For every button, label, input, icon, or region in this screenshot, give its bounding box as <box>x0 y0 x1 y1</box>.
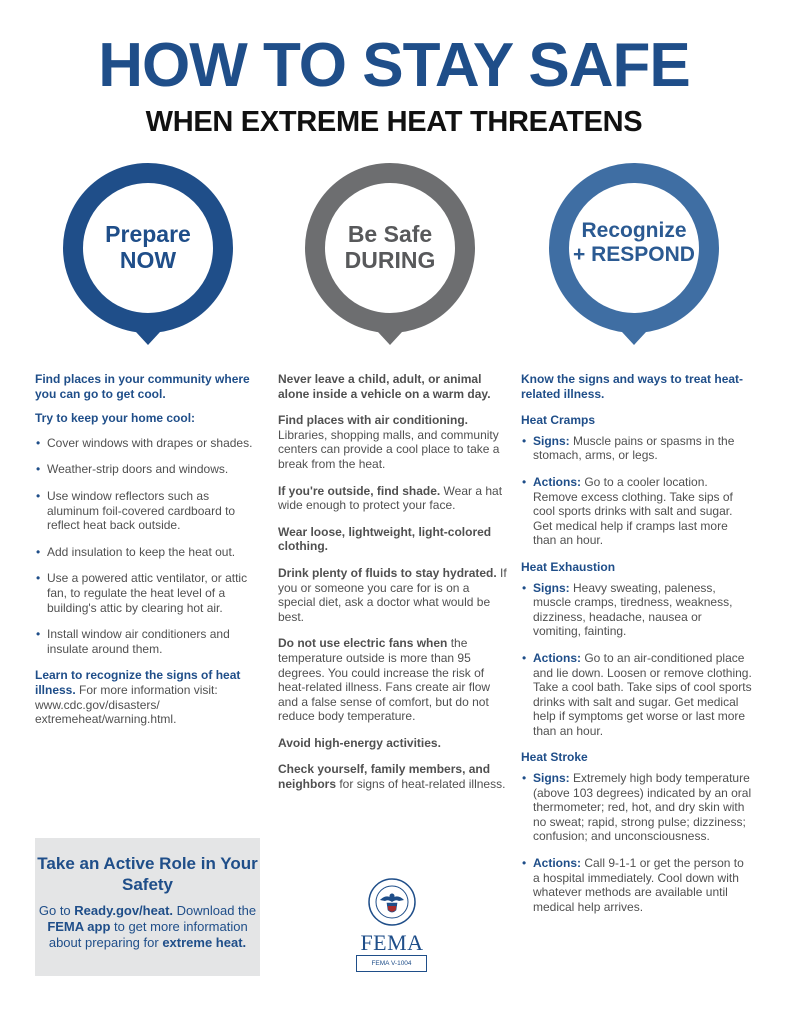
col2-bold: Do not use electric fans when <box>278 636 448 651</box>
col2-fluids <box>278 566 508 624</box>
col3-intro: Know the signs and ways to treat heat-related illness. <box>521 372 744 401</box>
heat-exhaustion-title: Heat Exhaustion <box>521 559 616 574</box>
learn-signs-bold: Learn to recognize the signs of heat illness. <box>35 668 241 697</box>
col2-bold: If you're outside, find shade. <box>278 483 441 498</box>
list-item <box>521 434 753 463</box>
circle-label-line2: NOW <box>119 247 177 273</box>
list-item: • Use a powered attic ventilator, or attic fan, to regulate the heat level of a building's attic by clearing hot air. <box>35 571 263 615</box>
col2-text: If you or someone you care for is on a special diet, ask a doctor what would be best. <box>278 565 507 624</box>
actions-label: Actions: <box>533 474 581 489</box>
col2-vehicle: Never leave a child, adult, or animal alone inside a vehicle on a warm day. <box>278 372 491 401</box>
col2-shade <box>278 484 508 513</box>
actions-text: Go to an air-conditioned place and lie down. Loosen or remove clothing. Take a cool bath. Take sips of cool sports drinks with salt and sugar. Get medical help if symptoms get worse or last more than an hour. <box>533 650 752 738</box>
heat-exhaustion-list <box>521 581 753 739</box>
col2-fans <box>278 636 508 724</box>
actions-label: Actions: <box>533 856 581 871</box>
document-code: FEMA V-1004 <box>356 955 427 972</box>
col2-text: Wear a hat wide enough to protect your face. <box>278 483 503 513</box>
list-item <box>521 475 753 548</box>
be-safe-during-circle <box>305 163 475 349</box>
heat-stroke-title: Heat Stroke <box>521 750 588 765</box>
signs-label: Signs: <box>533 580 570 595</box>
col2-clothing: Wear loose, lightweight, light-colored clothing. <box>278 524 492 554</box>
recognize-column <box>521 372 753 914</box>
list-item: • Use window reflectors such as aluminum foil-covered cardboard to reflect heat back outside. <box>35 489 263 533</box>
list-item <box>521 771 753 844</box>
list-item: • Install window air conditioners and insulate around them. <box>35 627 263 656</box>
col2-check-neighbors <box>278 762 508 791</box>
heat-cramps-title: Heat Cramps <box>521 413 596 428</box>
col2-high-energy: Avoid high-energy activities. <box>278 735 441 750</box>
actions-text: Go to a cooler location. Remove excess clothing. Take sips of cool sports drinks with salt and sugar. Get medical help if cramps last more than an hour. <box>533 474 733 548</box>
prepare-now-circle <box>63 163 233 349</box>
be-safe-column <box>278 372 508 792</box>
learn-signs-text <box>35 668 263 726</box>
fema-logo: FEMA <box>360 930 424 955</box>
circle-label-line1: Be Safe <box>347 221 433 247</box>
cta-text: Go to <box>38 903 75 918</box>
cta-text: to get more information about preparing for <box>48 919 248 950</box>
actions-text: Call 9-1-1 or get the person to a hospital immediately. Cool down with whatever methods are available until medical help arrives. <box>533 856 744 914</box>
circle-label-line2: DURING <box>344 247 436 273</box>
circle-label-line2: + RESPOND <box>573 243 695 266</box>
dhs-seal-icon <box>368 878 416 931</box>
ready-gov-link[interactable]: Ready.gov/heat. <box>74 903 174 918</box>
cta-body <box>35 903 260 951</box>
heat-stroke-list <box>521 771 753 914</box>
extreme-heat-text: extreme heat. <box>162 935 247 950</box>
col1-heading: Try to keep your home cool: <box>35 411 196 426</box>
active-role-box <box>35 838 260 976</box>
signs-label: Signs: <box>533 433 570 448</box>
circle-label-line1: Recognize <box>581 219 687 242</box>
page-subtitle: WHEN EXTREME HEAT THREATENS <box>145 106 643 138</box>
list-item <box>521 581 753 639</box>
recognize-respond-circle <box>549 163 719 349</box>
col2-bold: Check yourself, family members, and neighbors <box>278 762 491 792</box>
cta-text: Download the <box>173 903 257 918</box>
col2-bold: Drink plenty of fluids to stay hydrated. <box>278 565 497 580</box>
prepare-column <box>35 372 263 727</box>
list-item <box>521 856 753 914</box>
cta-title: Take an Active Role in Your Safety <box>37 854 258 894</box>
col2-bold: Find places with air conditioning. <box>278 413 469 428</box>
list-item <box>521 651 753 739</box>
page-title: HOW TO STAY SAFE <box>98 31 690 100</box>
col2-text: the temperature outside is more than 95 degrees. You could increase the risk of heat-related illness. Fans create air flow and a false sense of comfort, but do not reduce body temperature. <box>278 636 491 724</box>
actions-label: Actions: <box>533 650 581 665</box>
list-item: • Add insulation to keep the heat out. <box>35 545 263 560</box>
home-cool-list <box>35 436 263 657</box>
signs-label: Signs: <box>533 771 570 786</box>
signs-text: Extremely high body temperature (above 103 degrees) indicated by an oral thermometer; red, hot, and dry skin with no sweat; rapid, strong pulse; dizziness; confusion; and unconsciousness. <box>533 771 752 844</box>
list-item: • Weather-strip doors and windows. <box>35 462 263 477</box>
heat-cramps-list <box>521 434 753 548</box>
signs-text: Muscle pains or spasms in the stomach, arms, or legs. <box>533 433 735 463</box>
signs-text: Heavy sweating, paleness, muscle cramps, tiredness, weakness, dizziness, headache, nausea or vomiting, fainting. <box>533 580 733 639</box>
fema-app-text: FEMA app <box>47 919 111 934</box>
col2-air-conditioning <box>278 413 508 471</box>
cdc-link-text: For more information visit: www.cdc.gov/disasters/ extremeheat/warning.html. <box>35 682 218 727</box>
col1-intro: Find places in your community where you can go to get cool. <box>35 372 250 401</box>
circle-label-line1: Prepare <box>105 221 191 247</box>
col2-text: for signs of heat-related illness. <box>336 777 506 792</box>
col2-text: Libraries, shopping malls, and community centers can provide a cool place to take a break from the heat. <box>278 427 500 471</box>
list-item: • Cover windows with drapes or shades. <box>35 436 263 451</box>
